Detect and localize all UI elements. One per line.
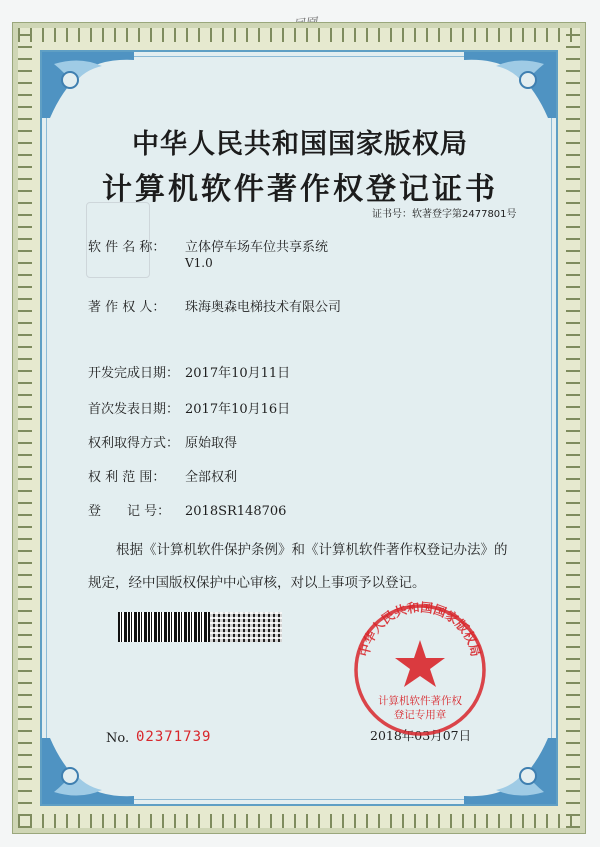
seal-line-2: 登记专用章: [393, 709, 447, 721]
corner-ornament-icon: [40, 50, 136, 120]
field-scope: [88, 466, 237, 485]
field-label: 软 件 名 称：: [88, 240, 166, 255]
field-dev-date: [88, 362, 290, 381]
field-label: 权 利 范 围：: [88, 470, 166, 485]
software-version: V1.0: [185, 256, 213, 270]
issue-date: 2018年03月07日: [370, 728, 472, 743]
field-value: 珠海奥森电梯技术有限公司: [185, 300, 342, 315]
certificate-number: 证书号：软著登字第2477801号: [372, 209, 517, 220]
serial-label: No.: [106, 731, 130, 746]
corner-ornament-icon: [40, 736, 136, 806]
issuer-title: 中华人民共和国国家版权局: [132, 129, 468, 160]
field-registration-no: [88, 500, 286, 519]
corner-ornament-icon: [462, 50, 558, 120]
field-acquisition: [88, 432, 237, 451]
field-value: 全部权利: [185, 470, 238, 485]
corner-ornament-icon: [462, 736, 558, 806]
serial-number: 02371739: [136, 729, 212, 745]
field-value: 2017年10月16日: [185, 402, 291, 417]
seal-line-1: 计算机软件著作权: [378, 695, 462, 707]
statement-line-2: 规定，经中国版权保护中心审核，对以上事项予以登记。: [88, 575, 426, 591]
seal-ring-text: 中华人民共和国国家版权局: [356, 600, 484, 659]
field-value: 原始取得: [185, 436, 238, 451]
field-publish-date: [88, 398, 290, 417]
field-label: 权利取得方式：: [88, 436, 180, 451]
field-software-name: [88, 236, 328, 255]
statement-line-1: 根据《计算机软件保护条例》和《计算机软件著作权登记办法》的: [116, 542, 508, 558]
qr-code-icon: [210, 612, 282, 642]
field-label: 登 记 号：: [88, 504, 171, 519]
barcode-icon: [118, 612, 210, 642]
field-label: 著 作 权 人：: [88, 300, 166, 315]
certificate-title: 计算机软件著作权登记证书: [102, 172, 498, 207]
field-value: 2017年10月11日: [185, 366, 291, 381]
field-value: 立体停车场车位共享系统: [185, 240, 329, 255]
official-seal-icon: [350, 600, 490, 740]
field-copyright-owner: [88, 296, 341, 315]
field-label: 开发完成日期：: [88, 366, 180, 381]
field-value: 2018SR148706: [185, 504, 287, 519]
field-label: 首次发表日期：: [88, 402, 180, 417]
